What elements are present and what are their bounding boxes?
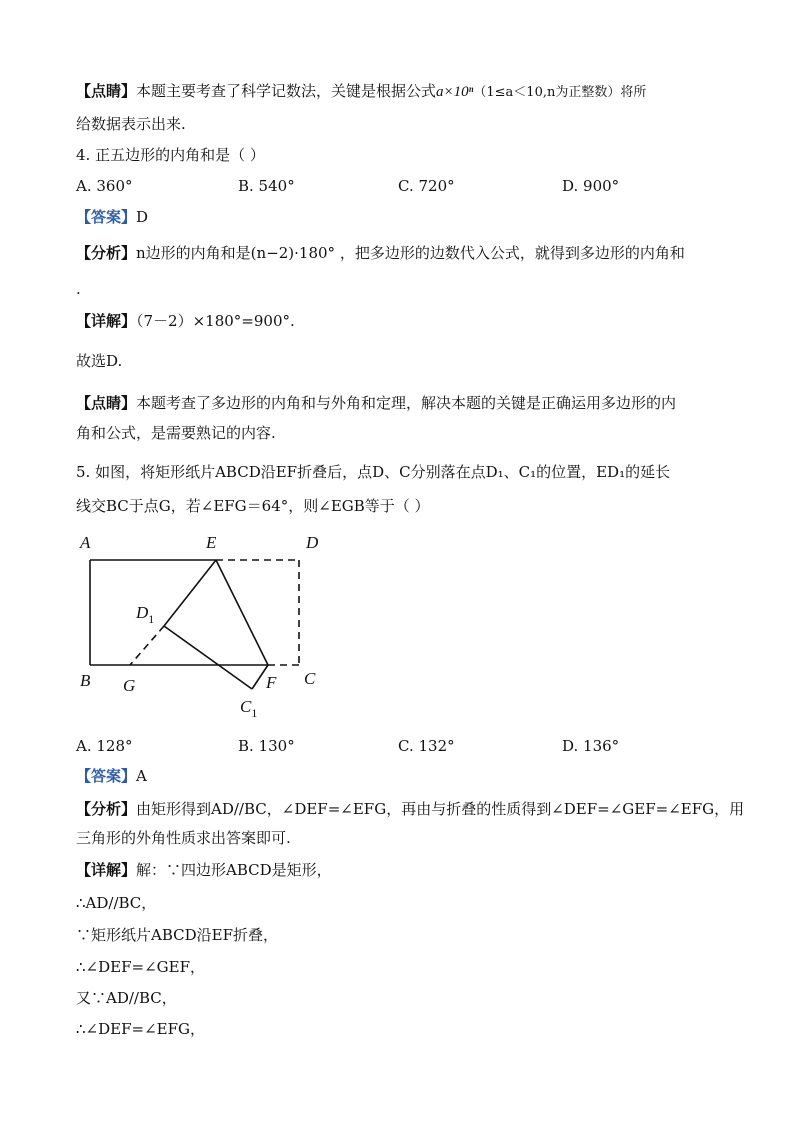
question-5-stem-2: 线交BC于点G，若∠EFG＝64°，则∠EGB等于（ ） xyxy=(76,497,430,515)
q5-detail-line-1 xyxy=(76,859,332,881)
q5-option-b: B. 130° xyxy=(238,737,295,755)
tip-text: 本题主要考查了科学记数法，关键是根据公式 xyxy=(136,82,437,100)
q4-analysis-end: . xyxy=(76,280,81,298)
q5-analysis-line-1 xyxy=(76,798,744,820)
q4-answer xyxy=(76,206,148,228)
q5-detail-line-5: 又∵AD//BC， xyxy=(76,989,177,1007)
q5-option-d: D. 136° xyxy=(562,737,620,755)
analysis-tag: 【分析】 xyxy=(76,244,137,262)
segment-d1c1 xyxy=(164,626,252,689)
tip-text: 本题考查了多边形的内角和与外角和定理，解决本题的关键是正确运用多边形的内 xyxy=(136,394,677,412)
detail-text: （7－2）×180°=900°. xyxy=(136,312,295,330)
dashed-d1g xyxy=(130,626,164,665)
tip-tag: 【点睛】 xyxy=(76,394,137,412)
q5-answer xyxy=(76,765,147,787)
analysis-tag: 【分析】 xyxy=(76,800,137,818)
prev-tip-line-2: 给数据表示出来. xyxy=(76,115,186,133)
q4-conclusion: 故选D. xyxy=(76,352,123,370)
q5-detail-line-3: ∵矩形纸片ABCD沿EF折叠， xyxy=(76,926,278,944)
folded-rectangle-figure xyxy=(70,528,340,728)
segment-ef xyxy=(216,560,268,665)
detail-text: 解：∵四边形ABCD是矩形， xyxy=(136,861,332,879)
question-4-stem: 4. 正五边形的内角和是（ ） xyxy=(76,146,265,164)
q4-tip-line-2: 角和公式，是需要熟记的内容. xyxy=(76,424,276,442)
prev-tip-line-1 xyxy=(76,80,646,104)
detail-tag: 【详解】 xyxy=(76,861,137,879)
segment-ed1 xyxy=(164,560,216,626)
label-d: D xyxy=(306,533,319,552)
formula-condition: （1≤a＜10,n为正整数）将所 xyxy=(473,85,647,100)
label-d1: $D_1$ xyxy=(136,603,155,626)
q4-option-b: B. 540° xyxy=(238,177,295,195)
q4-analysis xyxy=(76,242,685,264)
q4-option-a: A. 360° xyxy=(76,177,133,195)
q5-detail-line-2: ∴AD//BC， xyxy=(76,894,157,912)
q5-option-a: A. 128° xyxy=(76,737,133,755)
answer-value: D xyxy=(136,208,149,226)
tip-tag: 【点睛】 xyxy=(76,82,137,100)
label-c: C xyxy=(304,669,316,688)
analysis-text: 由矩形得到AD//BC，∠DEF=∠EFG，再由与折叠的性质得到∠DEF=∠GEF=∠EFG，用 xyxy=(136,800,745,818)
q5-detail-line-4: ∴∠DEF=∠GEF， xyxy=(76,958,205,976)
formula: a×10ⁿ xyxy=(436,84,474,100)
q5-analysis-line-2: 三角形的外角性质求出答案即可. xyxy=(76,829,291,847)
q4-detail xyxy=(76,310,295,332)
detail-tag: 【详解】 xyxy=(76,312,137,330)
label-f: F xyxy=(266,673,277,692)
q5-detail-line-6: ∴∠DEF=∠EFG， xyxy=(76,1020,205,1038)
q4-option-d: D. 900° xyxy=(562,177,620,195)
answer-value: A xyxy=(136,767,147,785)
label-g: G xyxy=(123,676,136,695)
answer-tag: 【答案】 xyxy=(76,208,137,226)
label-c1: $C_1$ xyxy=(240,697,258,720)
q5-option-c: C. 132° xyxy=(398,737,455,755)
answer-tag: 【答案】 xyxy=(76,767,137,785)
question-5-stem-1: 5. 如图，将矩形纸片ABCD沿EF折叠后，点D、C分别落在点D₁、C₁的位置，ED₁的延长 xyxy=(76,463,671,481)
q4-tip-line-1 xyxy=(76,392,676,414)
label-e: E xyxy=(206,533,217,552)
q4-option-c: C. 720° xyxy=(398,177,455,195)
label-b: B xyxy=(80,671,91,690)
analysis-text: n边形的内角和是(n−2)·180° ，把多边形的边数代入公式，就得到多边形的内角和 xyxy=(136,244,685,262)
label-a: A xyxy=(80,533,91,552)
